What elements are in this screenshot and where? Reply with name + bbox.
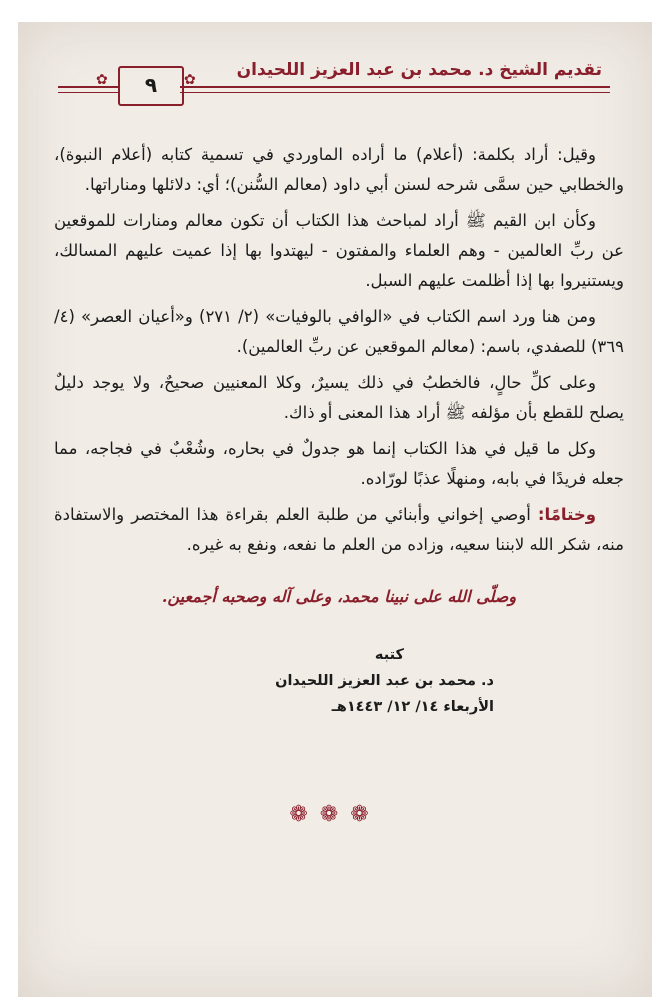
running-header-title: تقديم الشيخ د. محمد بن عبد العزيز اللحيدان [236, 60, 602, 80]
signature-name: د. محمد بن عبد العزيز اللحيدان [275, 673, 494, 689]
paragraph-lead: وختامًا: [537, 505, 596, 524]
paragraph-text: وعلى كلِّ حالٍ، فالخطبُ في ذلك يسيرٌ، وكلا المعنيين صحيحٌ، ولا يوجد دليلٌ يصلح للقطع بأن مؤلفه ﷺ أراد هذا المعنى أو ذاك. [54, 373, 624, 422]
paragraph-1 [54, 140, 624, 200]
closing-ornaments [18, 802, 652, 827]
page-body [54, 140, 624, 720]
page-number: ٩ [118, 66, 184, 106]
header-rule-left-thin [58, 92, 118, 93]
page-header [18, 22, 652, 112]
paragraph-text: وكأن ابن القيم ﷺ أراد لمباحث هذا الكتاب أن تكون معالم ومنارات للموقعين عن ربِّ العالمين - وهم العلماء والمفتون - ليهتدوا بها إذا عميت عليهم المسالك، ويستنيروا بها إذا أظلمت عليهم السبل. [54, 211, 624, 290]
signature-label: كتبه [374, 647, 404, 663]
book-page [18, 22, 652, 997]
paragraph-2 [54, 206, 624, 296]
rosette-icon: ❁ [350, 802, 381, 827]
header-rule-right [180, 86, 610, 88]
signature-date: الأربعاء ١٤/ ١٢/ ١٤٤٣هـ [331, 699, 494, 715]
rosette-icon: ❁ [289, 802, 320, 827]
paragraph-3 [54, 302, 624, 362]
floral-ornament-icon: ✿ [96, 72, 108, 88]
paragraph-6 [54, 500, 624, 560]
header-rule-right-thin [180, 92, 610, 93]
rosette-icon: ❁ [319, 802, 351, 827]
paragraph-text: وكل ما قيل في هذا الكتاب إنما هو جدولٌ في بحاره، وشُعْبٌ في فجاجه، مما جعله فريدًا في بابه، ومنهلًا عذبًا لورّاده. [54, 439, 624, 488]
paragraph-4 [54, 368, 624, 428]
paragraph-text: وقيل: أراد بكلمة: (أعلام) ما أراده الماوردي في تسمية كتابه (أعلام النبوة)، والخطابي حين سمَّى شرحه لسنن أبي داود (معالم السُّنن)؛ أي: دلائلها ومناراتها. [54, 145, 624, 194]
signature-block [54, 642, 624, 720]
header-rule-left [58, 86, 118, 88]
closing-salutation: وصلّى الله على نبينا محمد، وعلى آله وصحبه أجمعين. [161, 587, 517, 606]
floral-ornament-icon: ✿ [184, 72, 196, 88]
paragraph-text: ومن هنا ورد اسم الكتاب في «الوافي بالوفيات» (٢/ ٢٧١) و«أعيان العصر» (٤/ ٣٦٩) للصفدي، باسم: (معالم الموقعين عن ربِّ العالمين). [54, 307, 624, 356]
paragraph-5 [54, 434, 624, 494]
paragraph-text: أوصي إخواني وأبنائي من طلبة العلم بقراءة هذا المختصر والاستفادة منه، شكر الله لابننا سعيه، وزاده من العلم ما نفعه، ونفع به غيره. [54, 505, 624, 554]
